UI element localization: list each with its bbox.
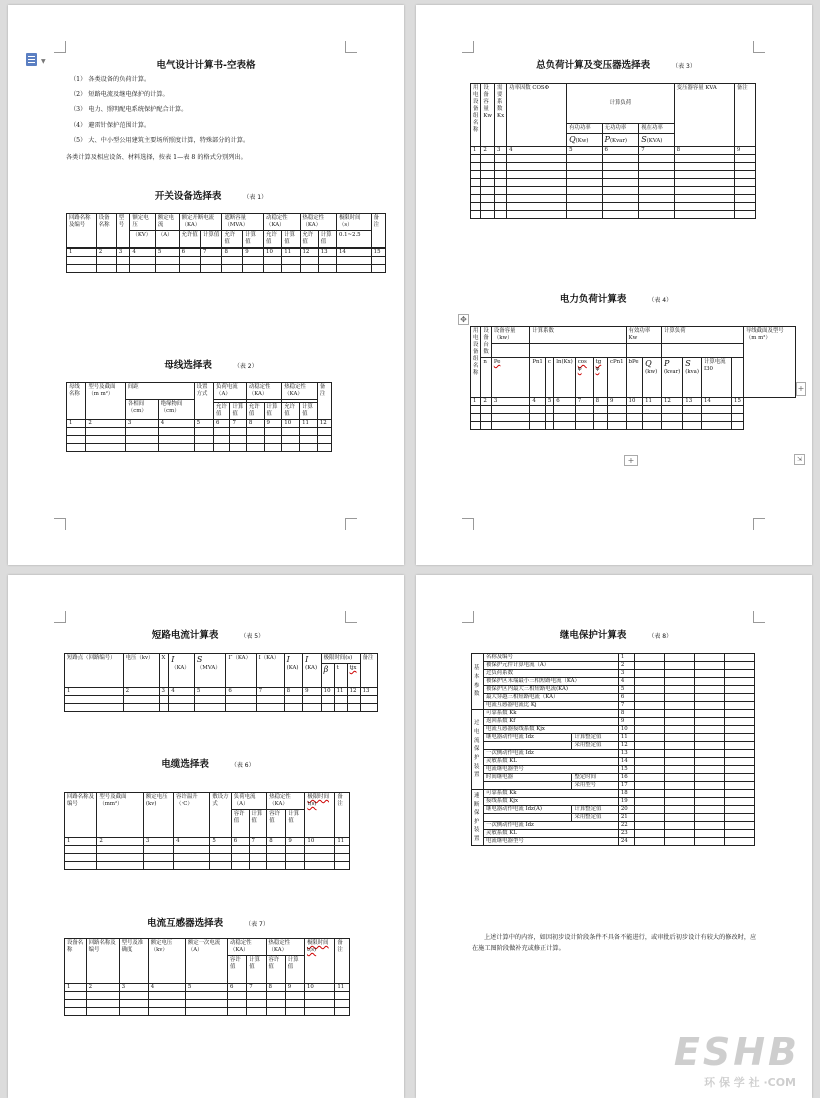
page-2 — [416, 5, 812, 565]
row-number: 22 — [618, 822, 634, 830]
table-row — [472, 814, 755, 822]
current-transformer-table: 设备名称 回路名称及编号 型号及准确度 额定电压（kv） 额定一次电流（A） 动稳定性（KA） 热稳定性（KA） 极限时间 t(s) 备注 容许值 计算值 容许值 计算值 1 2 3 4 5 6 7 8 9 10 11 — [64, 938, 350, 1016]
short-circuit-table: 短路点（回路编号） 电压（kv） X I （KA） S （MVA） I″（KA） I（KA） I (KA) I (KA) 极限时间(s) 备注 β t tjx 1 2 3 4 5 6 7 8 9 10 11 12 13 — [64, 653, 378, 712]
row-number: 20 — [618, 806, 634, 814]
row-label: 一次侧动作电流 Idz — [484, 822, 619, 830]
table-1-title: 开关设备选择表 （表 1） — [154, 191, 268, 202]
table-row — [472, 774, 755, 782]
table-move-handle[interactable]: ✥ — [458, 314, 469, 325]
row-label: 时间继电器 — [484, 774, 572, 782]
table-row — [472, 838, 755, 846]
table-row — [472, 678, 755, 686]
row-number: 17 — [618, 782, 634, 790]
resize-handle-icon[interactable]: ⇲ — [794, 454, 805, 465]
table-row — [472, 662, 755, 670]
table-4-title: 电力负荷计算表 （表 4） — [559, 294, 673, 305]
intro-list — [70, 77, 370, 144]
row-label: 被保护元件计算电流（A） — [484, 662, 619, 670]
row-label — [484, 782, 572, 790]
row-number: 23 — [618, 830, 634, 838]
table-2-title: 母线选择表 （表 2） — [164, 360, 258, 371]
table-8-title: 继电保护计算表 （表 8） — [559, 630, 673, 641]
table-3-title: 总负荷计算及变压器选择表 （表 3） — [536, 60, 696, 71]
group-label: 速断保护装置 — [472, 790, 484, 846]
table-row — [472, 670, 755, 678]
row-number: 21 — [618, 814, 634, 822]
row-number: 10 — [618, 726, 634, 734]
page-3 — [8, 575, 404, 1098]
row-label: 灵敏系数 KL — [484, 830, 619, 838]
table-row — [472, 694, 755, 702]
row-number: 1 — [618, 654, 634, 662]
table-row — [472, 702, 755, 710]
row-label: 继电器动作电流 Idz(A) — [484, 806, 572, 814]
row-number: 3 — [618, 670, 634, 678]
row-number: 4 — [618, 678, 634, 686]
table-row — [472, 790, 755, 798]
row-number: 8 — [618, 710, 634, 718]
row-number: 24 — [618, 838, 634, 846]
row-label: 最大穿越三相短路电流（KA） — [484, 694, 619, 702]
row-label: 电流继电器型号 — [484, 766, 619, 774]
table-row — [472, 734, 755, 742]
row-number: 11 — [618, 734, 634, 742]
row-sublabel: 计算整定值 — [572, 806, 618, 814]
group-label: 基本参数 — [472, 654, 484, 710]
power-load-table: 用电设备组名称 设备台数 设备容量（kw） 计算系数 有效功率 Kw 计算负荷 导线截面及型号（m m²） n Pe Pn1 c ln(Kx) cos φ tg φ cPn1 bPe Q (kw) P (kvar) S (kva) 计算电流 I30 1 2 3 4 5 6 7 8 9 10 11 12 13 14 15 — [470, 326, 796, 430]
table-row — [472, 830, 755, 838]
watermark-logo: ESHB — [673, 1030, 800, 1074]
switchgear-table: 回路名称及编号 设备名称 型号 额定电压 额定电流 额定开断电流（KA） 遮断容量（MVA） 动稳定性（KA） 热稳定性（KA） 极限时间（s） 备注 允许值 计算值 允许值 计算值 允许值 计算值 允许值 计算值 （KV） （A） 0.1~2.5 1 2 3 4 5 6 7 8 9 10 11 12 13 14 15 — [66, 213, 386, 273]
page-title: 电气设计计算书-空表格 — [156, 60, 256, 71]
table-row — [472, 654, 755, 662]
table-row — [472, 798, 755, 806]
row-label: 被保护区内最大三相短路电流(KA) — [484, 686, 619, 694]
list-item: （4） 避雷针保护范围计算。 — [70, 121, 151, 129]
page-4 — [416, 575, 812, 1098]
chevron-down-icon[interactable]: ▼ — [41, 58, 46, 65]
total-load-table: 用电设备组名称 设备容量 Kw 需要系数 Kx 功率因数 COSΦ 计算负荷 变压器容量 KVA 备注 有功功率 无功功率 视在功率 Q(Kw) P(Kvar) S(KVA) 1 2 3 4 5 6 7 8 9 — [470, 83, 756, 219]
row-label: 电流互感器接线系数 Kjx — [484, 726, 619, 734]
row-label: 电流互感器电流比 Kj — [484, 702, 619, 710]
table-row — [472, 710, 755, 718]
row-number: 19 — [618, 798, 634, 806]
row-number: 14 — [618, 758, 634, 766]
table-row — [472, 726, 755, 734]
table-row — [472, 742, 755, 750]
footnote: 上述计算中的内容，如因初步设计阶段条件不具备不能进行，或审批后初步设计有较大的修改时，应在施工图阶段做补充或修正计算。 — [472, 934, 757, 952]
row-label: 电流继电器型号 — [484, 838, 619, 846]
relay-protection-table — [471, 653, 755, 846]
row-label: 灵敏系数 KL — [484, 758, 619, 766]
row-label: 过负荷系数 — [484, 670, 619, 678]
table-6-title: 电缆选择表 （表 6） — [161, 759, 255, 770]
row-label: 可靠系数 Kk — [484, 710, 619, 718]
group-label: 过电流保护装置 — [472, 710, 484, 790]
busbar-table: 母线名称 型号及截面（m m²） 间距 设置方式 负荷电流（A） 动稳定性（KA） 热稳定性（KA） 备注 各相间（cm） 绝缘物间（cm） 允许值 计算值 允许值 计算值 允许值 计算值 1 2 3 4 5 6 7 8 9 10 11 12 — [66, 382, 332, 452]
row-number: 12 — [618, 742, 634, 750]
intro-note: 各类计算及相应设备、材料选择，按表 1—表 8 的格式分别列出。 — [66, 154, 247, 161]
row-label: 一次侧动作电流 Idz — [484, 750, 619, 758]
list-item: （3） 电力、照明配电系统保护配合计算。 — [70, 106, 188, 114]
list-item: （5） 大、中小型公用建筑主要场所照度计算，特殊部分的计算。 — [70, 136, 250, 144]
row-label: 名称及编号 — [484, 654, 619, 662]
row-sublabel: 采用整定值 — [572, 742, 618, 750]
row-number: 13 — [618, 750, 634, 758]
row-label: 可靠系数 Kk — [484, 790, 619, 798]
row-label — [484, 814, 572, 822]
row-number: 18 — [618, 790, 634, 798]
row-label: 继电器动作电流 Idz — [484, 734, 572, 742]
doc-icon[interactable] — [26, 53, 37, 66]
row-number: 6 — [618, 694, 634, 702]
row-number: 9 — [618, 718, 634, 726]
row-sublabel: 整定时间 — [572, 774, 618, 782]
table-5-title: 短路电流计算表 （表 5） — [151, 630, 265, 641]
row-number: 16 — [618, 774, 634, 782]
table-row — [472, 758, 755, 766]
row-label: 接线系数 Kjx — [484, 798, 619, 806]
page-1 — [8, 5, 404, 565]
row-label: 返回系数 Kf — [484, 718, 619, 726]
add-row-button[interactable]: + — [624, 455, 638, 466]
row-number: 5 — [618, 686, 634, 694]
watermark-domain: 环 保 学 社 ·COM — [704, 1076, 796, 1089]
list-item: （1） 各类设备的负荷计算。 — [70, 76, 151, 83]
row-label — [484, 742, 572, 750]
table-row — [472, 766, 755, 774]
table-row — [472, 822, 755, 830]
table-7-title: 电流互感器选择表 （表 7） — [147, 918, 269, 929]
add-column-button[interactable]: + — [796, 382, 806, 396]
row-sublabel: 采用型号 — [572, 782, 618, 790]
row-label: 被保护区末端最小三相短路电流（KA） — [484, 678, 619, 686]
row-number: 2 — [618, 662, 634, 670]
row-number: 15 — [618, 766, 634, 774]
table-row — [472, 750, 755, 758]
row-sublabel: 采用整定值 — [572, 814, 618, 822]
table-row — [472, 782, 755, 790]
table-row — [472, 806, 755, 814]
table-row — [472, 686, 755, 694]
list-item: （2） 短路电流及继电保护的计算。 — [70, 91, 169, 99]
row-sublabel: 计算整定值 — [572, 734, 618, 742]
cable-table: 回路名称及编号 型号及截面（mm²） 额定电压(kv) 容许温升（·C） 敷设方式 负荷电流（A） 热稳定性（KA） 极限时间 t(s) 备注 容许值 计算值 容许值 计算值 1 2 3 4 5 6 7 8 9 10 11 — [64, 792, 350, 870]
table-row — [472, 718, 755, 726]
row-number: 7 — [618, 702, 634, 710]
